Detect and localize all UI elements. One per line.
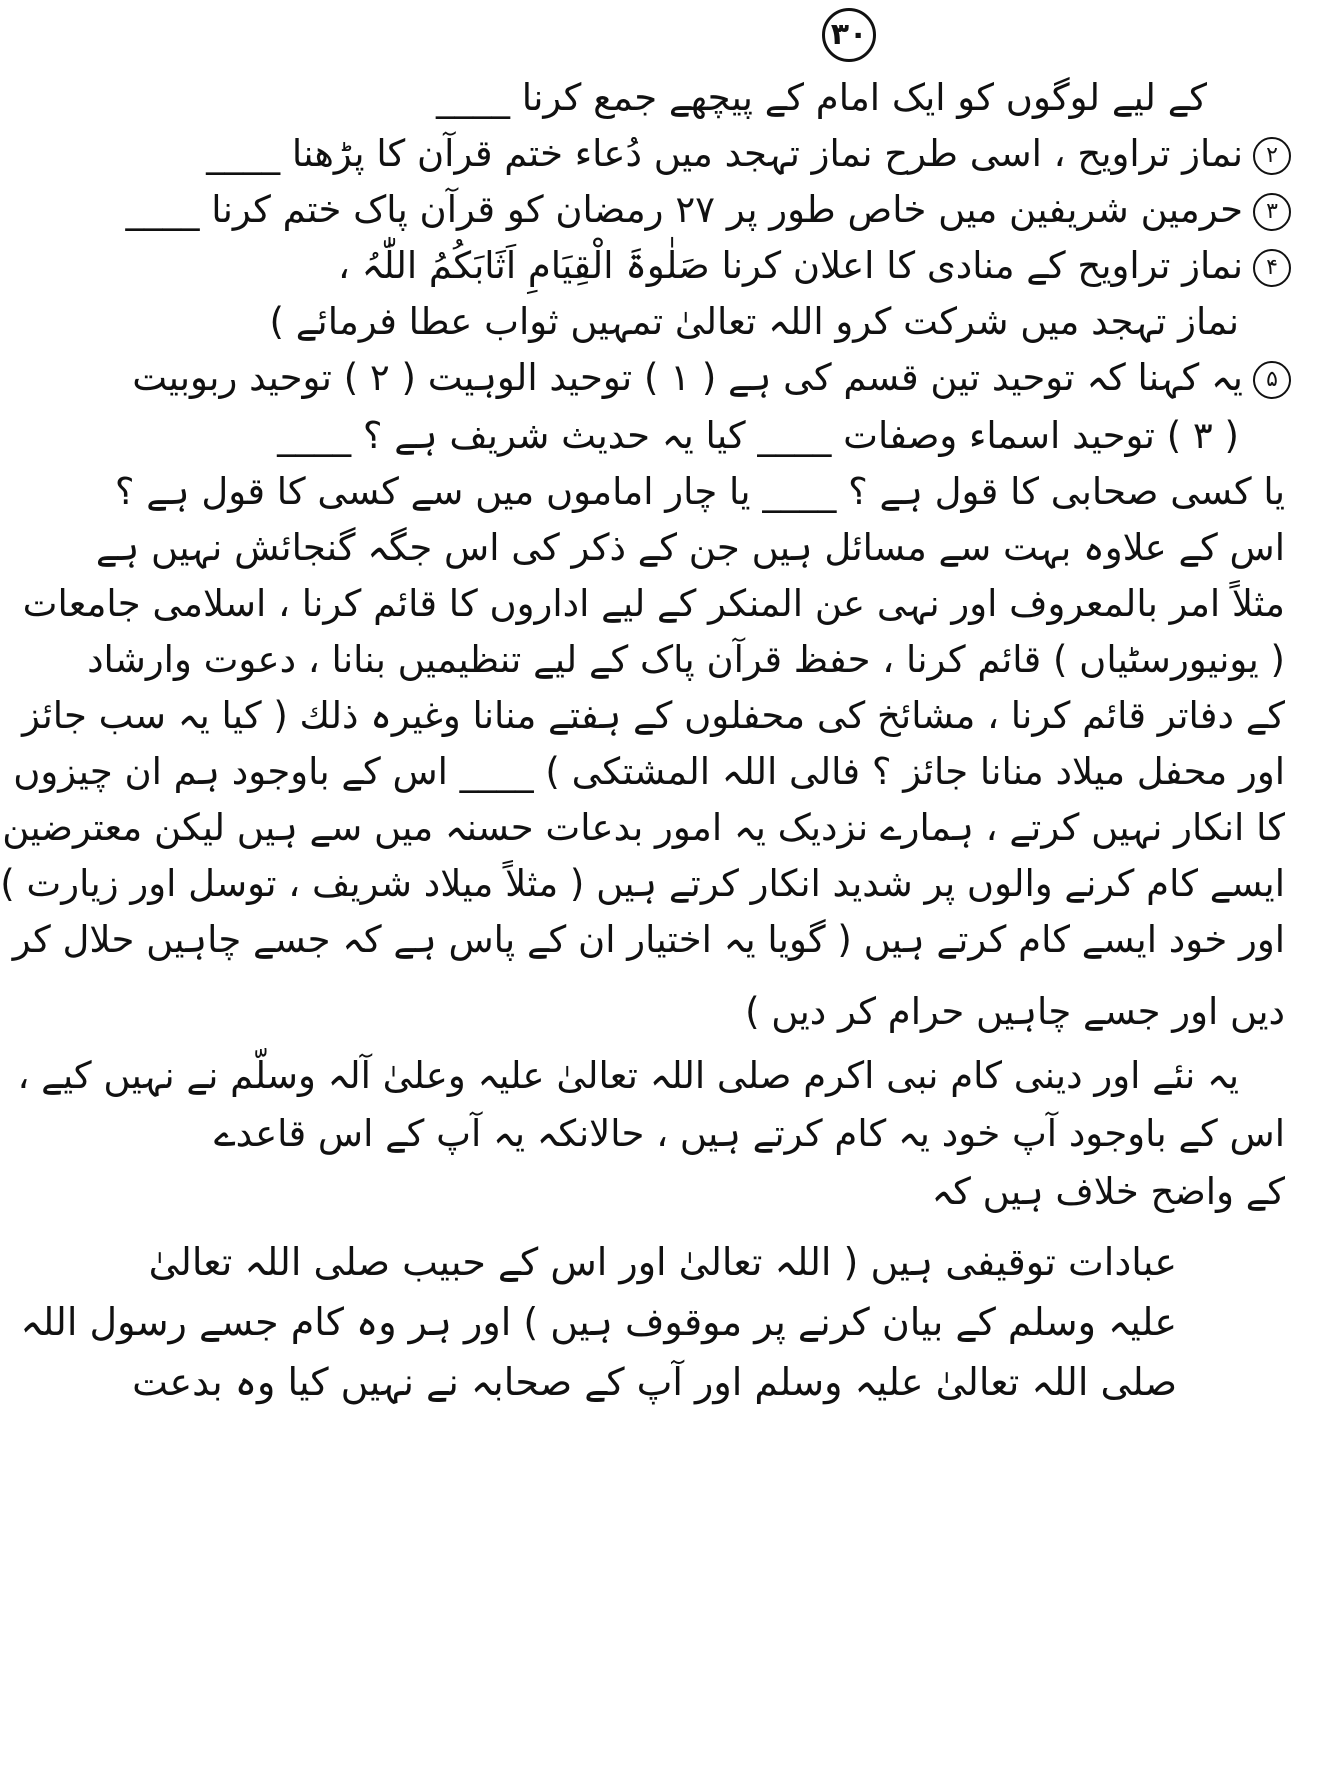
text-line: مثلاً امر بالمعروف اور نہی عن المنکر کے لیے اداروں کا قائم کرنا ، اسلامی جامعات <box>22 582 1285 625</box>
text-line: ایسے کام کرنے والوں پر شدید انکار کرتے ہیں ( مثلاً میلاد شریف ، توسل اور زیارت ) <box>0 862 1285 905</box>
text-line: نماز تہجد میں شرکت کرو اللہ تعالیٰ تمہیں ثواب عطا فرمائے ) <box>269 300 1239 343</box>
text-line: نماز تراویح کے منادی کا اعلان کرنا صَلٰوۃَ الْقِیَامِ اَثَابَکُمُ اللّٰہُ ، <box>337 244 1243 287</box>
text-line: اور محفل میلاد منانا جائز ؟ فالی اللہ المشتکی ) ____ اس کے باوجود ہم ان چیزوں <box>13 750 1285 793</box>
item-number: ۳ <box>1253 193 1291 231</box>
text-line: کا انکار نہیں کرتے ، ہمارے نزدیک یہ امور بدعات حسنہ میں سے ہیں لیکن معترضین <box>2 806 1285 849</box>
text-line: دیں اور جسے چاہیں حرام کر دیں ) <box>745 990 1285 1033</box>
text-line: اور خود ایسے کام کرتے ہیں ( گویا یہ اختیار ان کے پاس ہے کہ جسے چاہیں حلال کر <box>12 918 1285 961</box>
item-number: ۲ <box>1253 137 1291 175</box>
item-number: ۴ <box>1253 249 1291 287</box>
item-number: ۵ <box>1253 361 1291 399</box>
text-line: کے واضح خلاف ہیں کہ <box>931 1170 1285 1213</box>
quote-line: صلی اللہ تعالیٰ علیہ وسلم اور آپ کے صحابہ نے نہیں کیا وہ بدعت <box>132 1360 1177 1404</box>
text-line: یہ کہنا کہ توحید تین قسم کی ہے ( ۱ ) توحید الوہیت ( ۲ ) توحید ربوبیت <box>132 356 1243 399</box>
list-item <box>132 352 1291 404</box>
text-line: اس کے علاوہ بہت سے مسائل ہیں جن کے ذکر کی اس جگہ گنجائش نہیں ہے <box>95 526 1285 569</box>
list-item <box>206 128 1291 180</box>
text-line: ( یونیورسٹیاں ) قائم کرنا ، حفظ قرآن پاک کے لیے تنظیمیں بنانا ، دعوت وارشاد <box>87 638 1285 681</box>
text-line: یہ نئے اور دینی کام نبی اکرم صلی اللہ تعالیٰ علیہ وعلیٰ آلہ وسلّم نے نہیں کیے ، <box>17 1054 1239 1097</box>
list-item <box>125 184 1291 236</box>
text-line: حرمین شریفین میں خاص طور پر ۲۷ رمضان کو قرآن پاک ختم کرنا ____ <box>125 188 1243 231</box>
text-line: ( ۳ ) توحید اسماء وصفات ____ کیا یہ حدیث شریف ہے ؟ ____ <box>277 414 1239 457</box>
text-line: کے دفاتر قائم کرنا ، مشائخ کی محفلوں کے ہفتے منانا وغیرہ ذلك ( کیا یہ سب جائز <box>22 694 1285 737</box>
list-item <box>337 240 1291 292</box>
text-line: اس کے باوجود آپ خود یہ کام کرتے ہیں ، حالانکہ یہ آپ کے اس قاعدے <box>214 1112 1285 1155</box>
page-number: ۳۰ <box>822 8 876 62</box>
text-line: نماز تراویح ، اسی طرح نماز تہجد میں دُعاء ختم قرآن کا پڑھنا ____ <box>206 132 1243 175</box>
text-line: یا کسی صحابی کا قول ہے ؟ ____ یا چار اماموں میں سے کسی کا قول ہے ؟ <box>114 470 1285 513</box>
quote-line: عبادات توقیفی ہیں ( اللہ تعالیٰ اور اس کے حبیب صلی اللہ تعالیٰ <box>148 1240 1177 1284</box>
text-line: کے لیے لوگوں کو ایک امام کے پیچھے جمع کرنا ____ <box>436 76 1207 119</box>
quote-line: علیہ وسلم کے بیان کرنے پر موقوف ہیں ) اور ہر وہ کام جسے رسول اللہ <box>20 1300 1177 1344</box>
